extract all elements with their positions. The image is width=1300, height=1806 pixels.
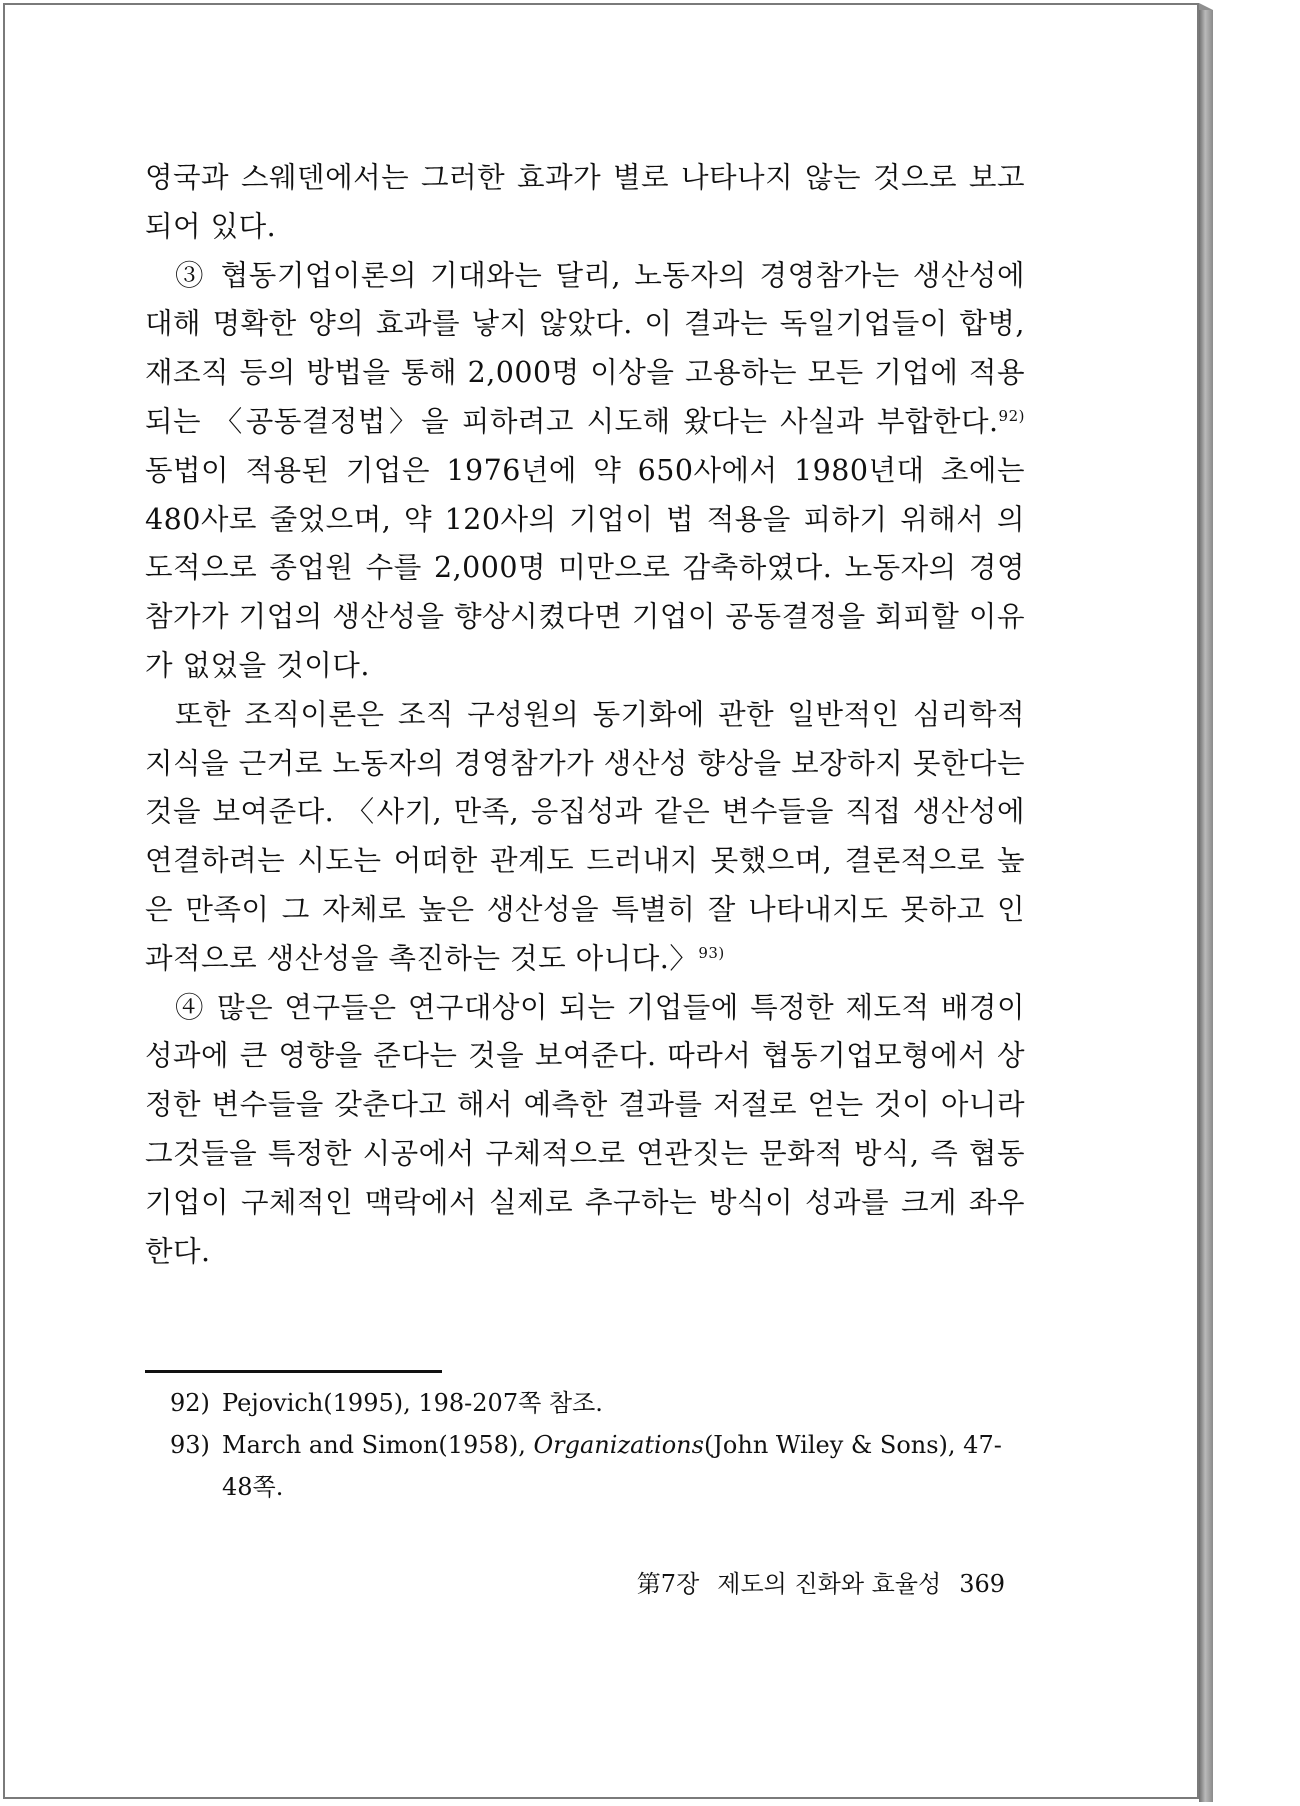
page-edge-shadow [1199, 10, 1213, 1802]
footnote-number: 92) [170, 1389, 210, 1417]
paragraph-2-text: ③ 협동기업이론의 기대와는 달리, 노동자의 경영참가는 생산성에 대해 명확한 양의 효과를 낳지 않았다. 이 결과는 독일기업들이 합병, 재조직 등의 방법을 통해 2,000명 이상을 고용하는 모든 기업에 적용되는 〈공동결정법〉을 피하려고 시도해 왔다는 사실과 부합한다. [145, 258, 1025, 438]
footnote-number: 93) [170, 1431, 210, 1459]
page-edge-corner [1199, 3, 1213, 10]
chapter-title: 제도의 진화와 효율성 [717, 1570, 942, 1598]
chapter-label: 第7장 [636, 1570, 700, 1598]
paragraph-2-continuation: 동법이 적용된 기업은 1976년에 약 650사에서 1980년대 초에는 480사로 줄었으며, 약 120사의 기업이 법 적용을 피하기 위해서 의도적으로 종업원 수를 2,000명 미만으로 감축하였다. 노동자의 경영참가가 기업의 생산성을 향상시켰다면 기업이 공동결정을 회피할 이유가 없었을 것이다. [145, 453, 1025, 682]
paragraph-1: 영국과 스웨덴에서는 그러한 효과가 별로 나타나지 않는 것으로 보고되어 있다. [145, 161, 1025, 243]
running-footer [575, 1568, 1005, 1600]
footnote-text: Pejovich(1995), 198-207쪽 참조. [222, 1389, 603, 1417]
footnote-92 [145, 1382, 1030, 1424]
book-title: Organizations [533, 1431, 704, 1459]
outer-margin [1213, 0, 1300, 1806]
footnotes [145, 1382, 1030, 1508]
paragraph-3-text: 또한 조직이론은 조직 구성원의 동기화에 관한 일반적인 심리학적 지식을 근거로 노동자의 경영참가가 생산성 향상을 보장하지 못한다는 것을 보여준다. 〈사기, 만족, 응집성과 같은 변수들을 직접 생산성에 연결하려는 시도는 어떠한 관계도 드러내지 못했으며, 결론적으로 높은 만족이 그 자체로 높은 생산성을 특별히 잘 나타내지도 못하고 인과적으로 생산성을 촉진하는 것도 아니다.〉 [145, 697, 1025, 975]
footnote-ref-93[interactable]: 93) [698, 943, 725, 962]
body-text [145, 154, 1025, 1276]
paragraph-3 [145, 691, 1025, 984]
paragraph-4: ④ 많은 연구들은 연구대상이 되는 기업들에 특정한 제도적 배경이 성과에 큰 영향을 준다는 것을 보여준다. 따라서 협동기업모형에서 상정한 변수들을 갖춘다고 해서 예측한 결과를 저절로 얻는 것이 아니라 그것들을 특정한 시공에서 구체적으로 연관짓는 문화적 방식, 즉 협동기업이 구체적인 맥락에서 실제로 추구하는 방식이 성과를 크게 좌우한다. [145, 990, 1025, 1268]
footnote-93 [145, 1424, 1030, 1508]
page-number: 369 [959, 1570, 1005, 1598]
footnote-ref-92[interactable]: 92) [998, 406, 1025, 425]
footnote-text: March and Simon(1958), [222, 1431, 534, 1459]
footnote-text-end: (John Wiley & Sons), 47-48쪽. [222, 1431, 1002, 1501]
paragraph-2 [145, 252, 1025, 691]
footnote-divider [145, 1370, 442, 1373]
